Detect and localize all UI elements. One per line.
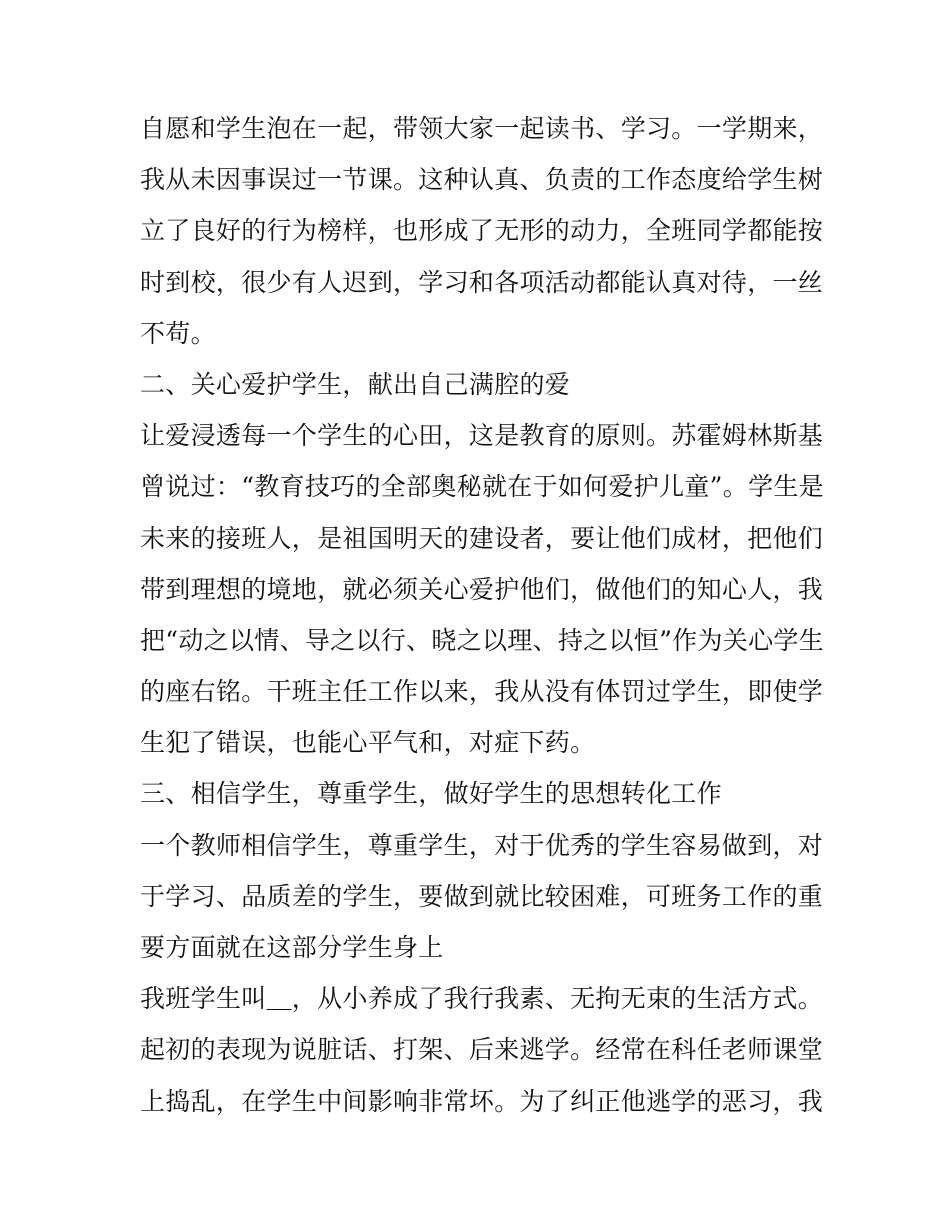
text-line: 我班学生叫＿，从小养成了我行我素、无拘无束的生活方式。 [140, 984, 824, 1014]
text-line: 把“动之以情、导之以行、晓之以理、持之以恒”作为关心学生 [140, 625, 824, 655]
text-line: 于学习、品质差的学生，要做到就比较困难，可班务工作的重 [140, 881, 824, 911]
text-line: 起初的表现为说脏话、打架、后来逃学。经常在科任老师课堂 [140, 1035, 824, 1065]
text-line: 立了良好的行为榜样，也形成了无形的动力，全班同学都能按 [140, 216, 824, 246]
text-line: 时到校，很少有人迟到，学习和各项活动都能认真对待，一丝 [140, 267, 824, 297]
section-heading: 三、相信学生，尊重学生，做好学生的思想转化工作 [140, 779, 722, 809]
text-line: 一个教师相信学生，尊重学生，对于优秀的学生容易做到，对 [140, 830, 824, 860]
text-line: 不苟。 [140, 318, 216, 348]
text-line: 要方面就在这部分学生身上 [140, 933, 444, 962]
body-text [140, 103, 824, 1127]
text-line: 未来的接班人，是祖国明天的建设者，要让他们成材，把他们 [140, 523, 824, 553]
text-line: 自愿和学生泡在一起，带领大家一起读书、学习。一学期来， [140, 114, 824, 143]
text-line: 的座右铭。干班主任工作以来，我从没有体罚过学生，即使学 [140, 677, 824, 707]
text-line: 带到理想的境地，就必须关心爱护他们，做他们的知心人，我 [140, 574, 824, 604]
section-heading: 二、关心爱护学生，献出自己满腔的爱 [140, 369, 571, 399]
text-line: 我从未因事误过一节课。这种认真、负责的工作态度给学生树 [140, 165, 824, 195]
text-line: 上捣乱，在学生中间影响非常坏。为了纠正他逃学的恶习，我 [140, 1086, 824, 1116]
text-line: 让爱浸透每一个学生的心田，这是教育的原则。苏霍姆林斯基 [140, 421, 824, 451]
text-line: 生犯了错误，也能心平气和，对症下药。 [140, 728, 596, 758]
text-line: 曾说过：“教育技巧的全部奥秘就在于如何爱护儿童”。学生是 [140, 472, 824, 502]
